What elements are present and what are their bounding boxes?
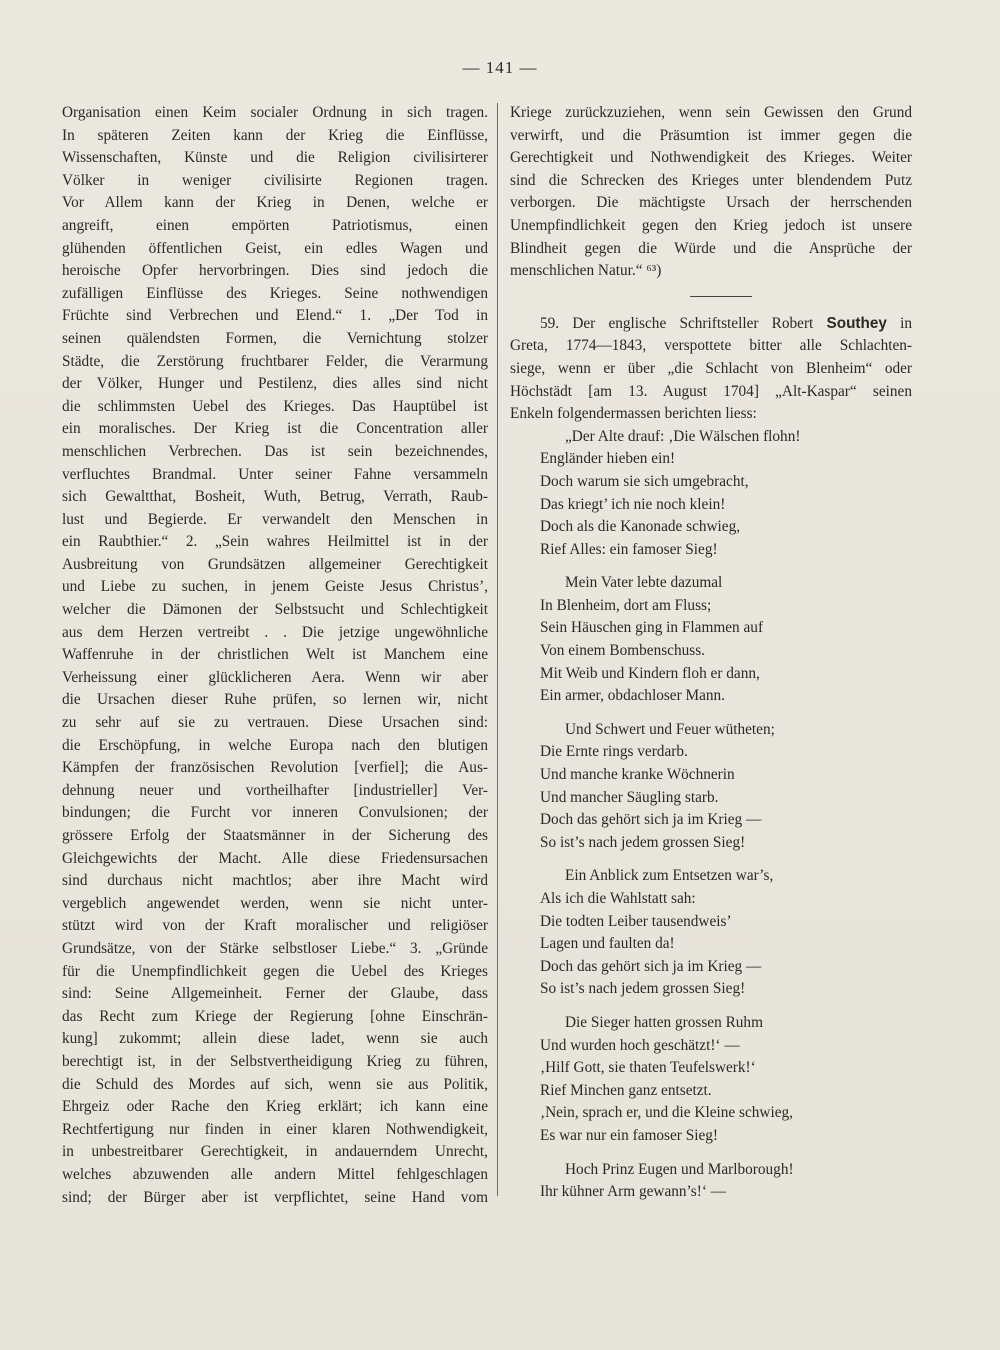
- poem-line: Ein armer, obdachloser Mann.: [540, 687, 726, 705]
- text-line: heroische Opfer hervorbringen. Dies sind jedoch die: [62, 262, 488, 280]
- poem-line: Die todten Leiber tausendweis’: [540, 912, 732, 930]
- poem-line: Lagen und faulten da!: [540, 935, 675, 953]
- poem-stanza: [510, 426, 912, 562]
- text-line: sind die Schrecken des Krieges unter blendendem Putz: [510, 171, 912, 189]
- text-line: das Recht zum Kriege der Regierung [ohne Einschrän-: [62, 1007, 488, 1025]
- section-separator: [690, 296, 752, 297]
- poem-line: So ist’s nach jedem grossen Sieg!: [540, 980, 746, 998]
- page-number: — 141 —: [462, 58, 538, 77]
- poem-stanza: [510, 854, 912, 1001]
- text-line: lust und Begierde. Er verwandelt den Menschen in: [62, 510, 488, 528]
- text-line: In späteren Zeiten kann der Krieg die Einflüsse,: [62, 126, 488, 144]
- poem-line: Engländer hieben ein!: [540, 450, 676, 468]
- poem-line: Es war nur ein famoser Sieg!: [540, 1126, 718, 1144]
- author-name: Southey: [826, 314, 887, 332]
- poem-stanza: [510, 561, 912, 708]
- text-line: Verheissung einer glücklicheren Aera. Wenn wir aber: [62, 668, 488, 686]
- text-line: die Ursachen dieser Ruhe prüfen, so lernen wir, nicht: [62, 691, 488, 709]
- text-line: welcher die Dämonen der Selbstsucht und Schlechtigkeit: [62, 601, 488, 619]
- text-line: Enkeln folgendermassen berichten liess:: [510, 405, 757, 423]
- poem-line: Doch das gehört sich ja im Krieg —: [540, 957, 762, 975]
- poem-line: Doch als die Kanonade schwieg,: [540, 518, 741, 536]
- left-column: [62, 102, 488, 1209]
- text-line: Gerechtigkeit und Nothwendigkeit des Krieges. Weiter: [510, 149, 912, 167]
- text-line: für die Unempfindlichkeit gegen die Uebel des Krieges: [62, 962, 488, 980]
- text-line: Ausbreitung von Grundsätzen allgemeiner Gerechtigkeit: [62, 555, 488, 573]
- text-line: siege, wenn er über „die Schlacht von Blenheim“ oder: [510, 359, 912, 377]
- poem-line: Ein Anblick zum Entsetzen war’s,: [565, 867, 774, 885]
- poem-stanza: [510, 708, 912, 855]
- text-line: in unbestreitbarer Gerechtigkeit, in andauerndem Unrecht,: [62, 1143, 488, 1161]
- section-59: [510, 313, 912, 426]
- stanza-gap: [510, 854, 912, 865]
- text-line: grössere Erfolg der Staatsmänner in der Sicherung des: [62, 827, 488, 844]
- poem-stanza: [510, 1148, 912, 1204]
- text-line: die schlimmsten Uebel des Krieges. Das Hauptübel ist: [62, 397, 488, 415]
- poem-line: Und wurden hoch geschätzt!‘ —: [540, 1036, 740, 1054]
- text-line: Wissenschaften, Künste und die Religion civilisirterer: [62, 149, 488, 167]
- poem-line: ‚Nein, sprach er, und die Kleine schwieg,: [540, 1104, 793, 1122]
- text-line: verfluchtes Brandmal. Unter seiner Fahne versammeln: [62, 465, 488, 483]
- poem-line: Die Ernte rings verdarb.: [540, 743, 688, 761]
- text-line: Städte, die Zerstörung fruchtbarer Felder, die Verarmung: [62, 352, 488, 370]
- right-column: [510, 102, 912, 1204]
- text-line: aus dem Herzen vertreibt . . Die jetzige ungewöhnliche: [62, 623, 488, 641]
- stanza-gap: [510, 561, 912, 572]
- text-line: Vor Allem kann der Krieg in Denen, welche er: [62, 194, 488, 212]
- text-line: berechtigt ist, in der Selbstvertheidigung Krieg zu führen,: [62, 1052, 488, 1070]
- text-line: vergeblich angewendet werden, wenn sie nicht unter-: [62, 894, 488, 912]
- text-line: zufälligen Einflüsse des Krieges. Seine nothwendigen: [62, 284, 488, 302]
- text-line: zu sehr auf sie zu vertrauen. Diese Ursachen sind:: [62, 714, 488, 732]
- text-line: Kämpfen der französischen Revolution [verfiel]; die Aus-: [62, 759, 488, 777]
- text-line: verwirft, und die Präsumtion ist immer gegen die: [510, 126, 912, 144]
- text-line: sich Gewaltthat, Bosheit, Wuth, Betrug, Verrath, Raub-: [62, 488, 488, 506]
- poem: [510, 426, 912, 1204]
- text-line: stützt wird von der Kraft moralischer und religiöser: [62, 917, 488, 935]
- text-line: Blindheit gegen die Würde und die Ansprüche der: [510, 239, 912, 257]
- text-line: Gleichgewichts der Macht. Alle diese Friedensursachen: [62, 849, 488, 867]
- text-line: bindungen; die Furcht vor inneren Convulsionen; der: [62, 804, 488, 822]
- stanza-gap: [510, 1001, 912, 1012]
- poem-line: Und mancher Säugling starb.: [540, 788, 719, 806]
- text-line: Waffenruhe in der christlichen Welt ist Manchem eine: [62, 646, 488, 664]
- poem-line: Von einem Bombenschuss.: [540, 642, 706, 660]
- right-column-continuation: [510, 102, 912, 283]
- poem-line: Und Schwert und Feuer wütheten;: [565, 720, 775, 738]
- text-line: Völker in weniger civilisirte Regionen tragen.: [62, 171, 488, 189]
- stanza-gap: [510, 1148, 912, 1159]
- text-line: Höchstädt [am 13. August 1704] „Alt-Kaspar“ seinen: [510, 382, 912, 400]
- poem-line: Mit Weib und Kindern floh er dann,: [540, 664, 760, 682]
- text-line: Greta, 1774—1843, verspottete bitter alle Schlachten-: [510, 337, 912, 355]
- text-line: Unempfindlichkeit gegen den Krieg jedoch ist unsere: [510, 216, 912, 234]
- poem-line: Als ich die Wahlstatt sah:: [540, 890, 696, 907]
- poem-line: Mein Vater lebte dazumal: [565, 574, 723, 592]
- text-line: Organisation einen Keim socialer Ordnung in sich tragen.: [62, 104, 488, 121]
- text-line: angreift, einen empörten Patriotismus, einen: [62, 216, 488, 234]
- text-line: die Erschöpfung, in welche Europa nach den blutigen: [62, 736, 488, 754]
- text-line: Rechtfertigung nur finden in einer klaren Nothwendigkeit,: [62, 1120, 488, 1138]
- text-line: ein Raubthier.“ 2. „Sein wahres Heilmittel ist in der: [62, 533, 488, 551]
- text-line: Früchte sind Verbrechen und Elend.“ 1. „Der Tod in: [62, 307, 488, 325]
- text-line: menschlichen Verbrechen. Das ist sein bezeichnendes,: [62, 442, 488, 460]
- text-line: seinen quälendsten Formen, die Vernichtung stolzer: [62, 329, 488, 347]
- poem-line: Und manche kranke Wöchnerin: [540, 766, 735, 784]
- text-line: Ehrgeiz oder Rache den Krieg erklärt; ich kann eine: [62, 1098, 488, 1116]
- poem-line: „Der Alte drauf: ‚Die Wälschen flohn!: [565, 427, 801, 445]
- text-line: sind: Seine Allgemeinheit. Ferner der Glaube, dass: [62, 985, 488, 1003]
- poem-stanza: [510, 1001, 912, 1148]
- text-line: welches abzuwenden alle andern Mittel fehlgeschlagen: [62, 1165, 488, 1183]
- text-line: Kriege zurückzuziehen, wenn sein Gewissen den Grund: [510, 104, 912, 121]
- poem-line: Doch warum sie sich umgebracht,: [540, 472, 749, 490]
- poem-line: Das kriegt’ ich nie noch klein!: [540, 495, 726, 513]
- poem-line: Hoch Prinz Eugen und Marlborough!: [565, 1160, 794, 1178]
- text-line: glühenden öffentlichen Geist, ein edles Wagen und: [62, 239, 488, 257]
- section-59-first-line: 59. Der englische Schriftsteller Robert Southey in: [540, 314, 912, 332]
- column-divider: [497, 103, 498, 1196]
- poem-line: So ist’s nach jedem grossen Sieg!: [540, 833, 746, 851]
- text-line: Grundsätze, von der Stärke selbstloser Liebe.“ 3. „Gründe: [62, 939, 488, 957]
- text-line: ein moralisches. Der Krieg ist die Concentration aller: [62, 420, 488, 438]
- text-line: und Liebe zu suchen, in jenem Geiste Jesus Christus’,: [62, 578, 488, 596]
- stanza-gap: [510, 708, 912, 719]
- text-line: menschlichen Natur.“ ⁶³): [510, 262, 662, 280]
- poem-line: Die Sieger hatten grossen Ruhm: [565, 1013, 763, 1031]
- text-line: kung] zukommt; allein diese ladet, wenn sie auch: [62, 1030, 488, 1048]
- poem-line: Doch das gehört sich ja im Krieg —: [540, 811, 762, 829]
- text-line: verborgen. Die mächtigste Ursach der herrschenden: [510, 194, 912, 212]
- text-line: die Schuld des Mordes auf sich, wenn sie aus Politik,: [62, 1075, 488, 1093]
- text-line: dehnung neuer und vortheilhafter [industrieller] Ver-: [62, 781, 488, 799]
- text-line: sind; der Bürger aber ist verpflichtet, seine Hand vom: [62, 1188, 488, 1206]
- poem-line: In Blenheim, dort am Fluss;: [540, 596, 712, 614]
- poem-line: Rief Alles: ein famoser Sieg!: [540, 540, 718, 558]
- text-line: der Völker, Hunger und Pestilenz, dies alles sind nicht: [62, 375, 488, 393]
- poem-line: Ihr kühner Arm gewann’s!‘ —: [540, 1183, 727, 1201]
- poem-line: Sein Häuschen ging in Flammen auf: [540, 619, 764, 637]
- text-line: sind durchaus nicht machtlos; aber ihre Macht wird: [62, 872, 488, 890]
- poem-line: ‚Hilf Gott, sie thaten Teufelswerk!‘: [540, 1059, 756, 1077]
- poem-line: Rief Minchen ganz entsetzt.: [540, 1081, 712, 1099]
